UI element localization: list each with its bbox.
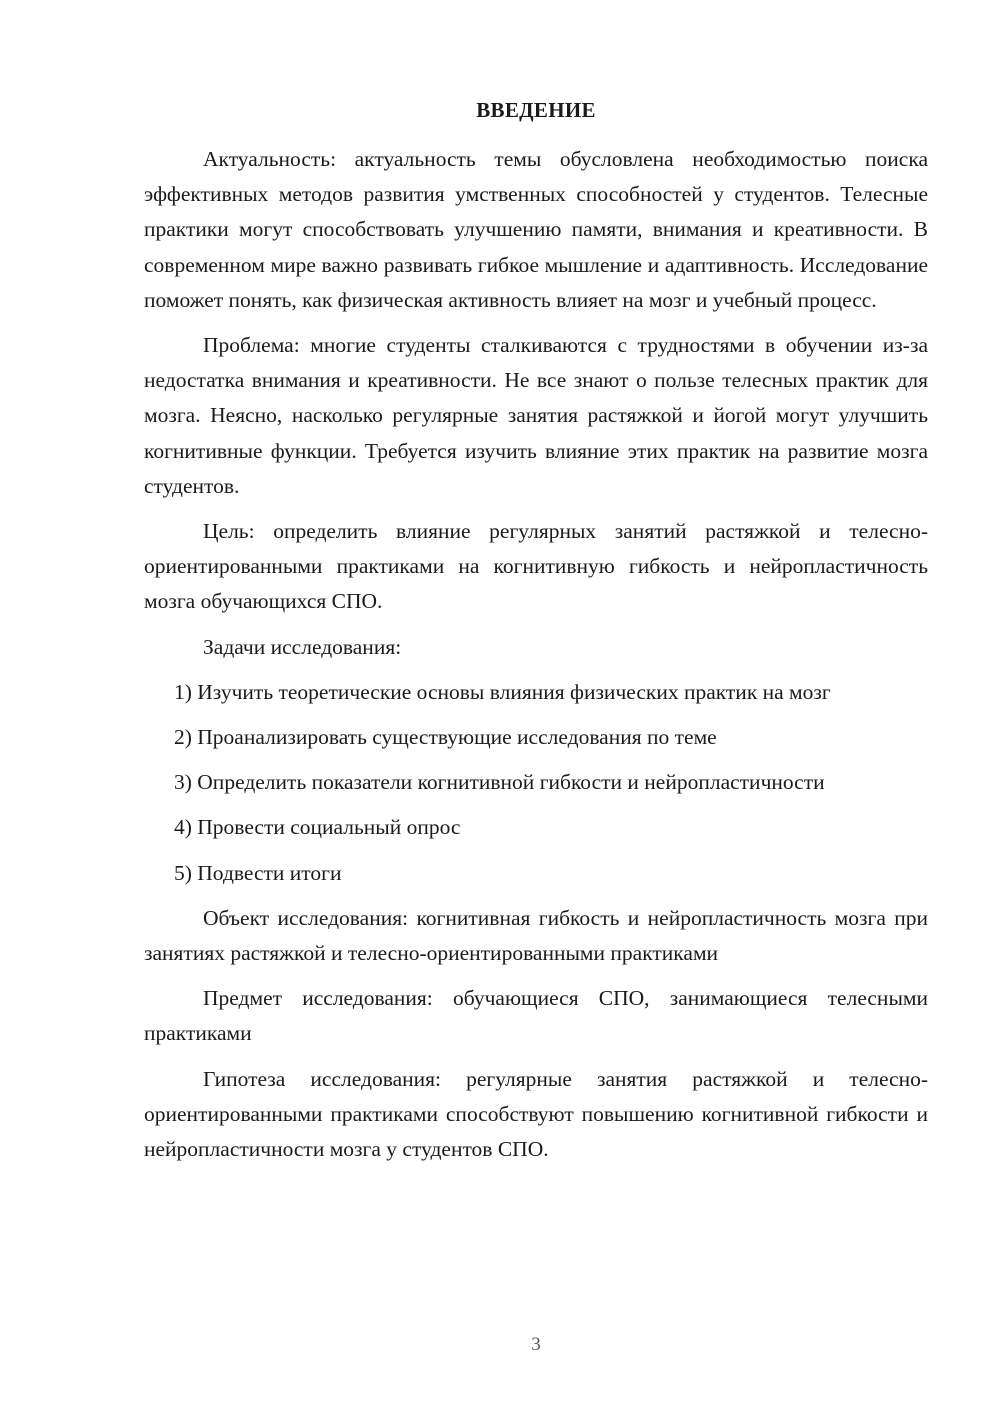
paragraph-hypothesis: Гипотеза исследования: регулярные занятия растяжкой и телесно-ориентированными практиками способствуют повышению когнитивной гибкости и нейропластичности мозга у студентов СПО. xyxy=(144,1066,928,1162)
paragraph-tasks-heading: Задачи исследования: xyxy=(203,634,402,659)
task-item-1: 1) Изучить теоретические основы влияния физических практик на мозг xyxy=(174,679,831,704)
task-item-4: 4) Провести социальный опрос xyxy=(174,815,461,840)
task-item-5: 5) Подвести итоги xyxy=(174,860,342,885)
paragraph-problem: Проблема: многие студенты сталкиваются с трудностями в обучении из-за недостатка внимания и креативности. Не все знают о пользе телесных практик для мозга. Неясно, насколько регулярные занятия растяжкой и йогой могут улучшить когнитивные функции. Требуется изучить влияние этих практик на развитие мозга студентов. xyxy=(144,333,928,498)
paragraph-goal: Цель: определить влияние регулярных занятий растяжкой и телесно-ориентированными практиками на когнитивную гибкость и нейропластичность мозга обучающихся СПО. xyxy=(144,519,928,614)
page-number: 3 xyxy=(531,1334,541,1355)
page-heading: ВВЕДЕНИЕ xyxy=(476,98,596,122)
task-item-2: 2) Проанализировать существующие исследования по теме xyxy=(174,725,717,750)
paragraph-relevance: Актуальность: актуальность темы обусловлена необходимостью поиска эффективных методов развития умственных способностей у студентов. Телесные практики могут способствовать улучшению памяти, внимания и креативности. В современном мире важно развивать гибкое мышление и адаптивность. Исследование поможет понять, как физическая активность влияет на мозг и учебный процесс. xyxy=(144,147,928,312)
paragraph-object: Объект исследования: когнитивная гибкость и нейропластичность мозга при занятиях растяжкой и телесно-ориентированными практиками xyxy=(144,905,928,966)
task-item-3: 3) Определить показатели когнитивной гибкости и нейропластичности xyxy=(174,770,825,795)
document-body xyxy=(144,142,928,1167)
paragraph-subject: Предмет исследования: обучающиеся СПО, занимающиеся телесными практиками xyxy=(144,986,928,1046)
